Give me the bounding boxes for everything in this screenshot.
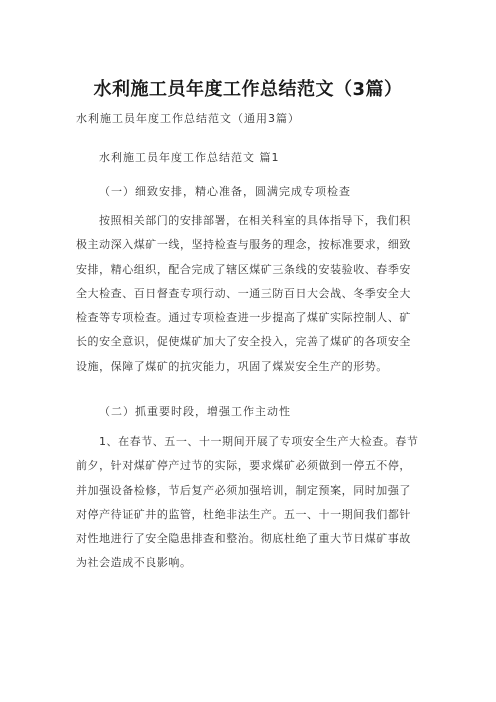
document-title: 水利施工员年度工作总结范文（3篇） [93,79,403,100]
document-subtitle: 水利施工员年度工作总结范文（通用3篇） [76,112,300,125]
paragraph-2 [76,434,420,580]
paragraph-line: 全大检查、百日督查专项行动、一通三防百日大会战、冬季安全大 [76,286,411,300]
paragraph-line: 为社会造成不良影响。 [76,556,192,570]
paragraph-line: 前夕，针对煤矿停产过节的实际，要求煤矿必须做到一停五不停， [76,459,411,473]
subheading-2: （二）抓重要时段，增强工作主动性 [99,405,291,418]
paragraph-line: 极主动深入煤矿一线，坚持检查与服务的理念，按标准要求，细致 [76,238,411,252]
paragraph-line: 并加强设备检修，节后复产必须加强培训，制定预案，同时加强了 [76,483,411,497]
paragraph-line: 长的安全意识，促使煤矿加大了安全投入，完善了煤矿的各项安全 [76,335,411,349]
paragraph-line: 按照相关部门的安排部署，在相关科室的具体指导下，我们积 [99,214,411,227]
subheading-1: （一）细致安排，精心准备，圆满完成专项检查 [99,185,351,198]
paragraph-line: 安排，精心组织，配合完成了辖区煤矿三条线的安装验收、春季安 [76,262,411,276]
paragraph-line: 检查等专项检查。通过专项检查进一步提高了煤矿实际控制人、矿 [76,311,411,325]
paragraph-line: 对性地进行了安全隐患排查和整治。彻底杜绝了重大节日煤矿事故 [76,532,411,546]
paragraph-line: 对停产待证矿井的监管，杜绝非法生产。五一、十一期间我们都针 [76,507,411,521]
section-heading: 水利施工员年度工作总结范文 篇1 [99,151,280,164]
paragraph-1 [76,213,420,383]
paragraph-line: 设施，保障了煤矿的抗灾能力，巩固了煤炭安全生产的形势。 [76,359,388,373]
paragraph-line: 1、在春节、五一、十一期间开展了专项安全生产大检查。春节 [99,435,419,448]
